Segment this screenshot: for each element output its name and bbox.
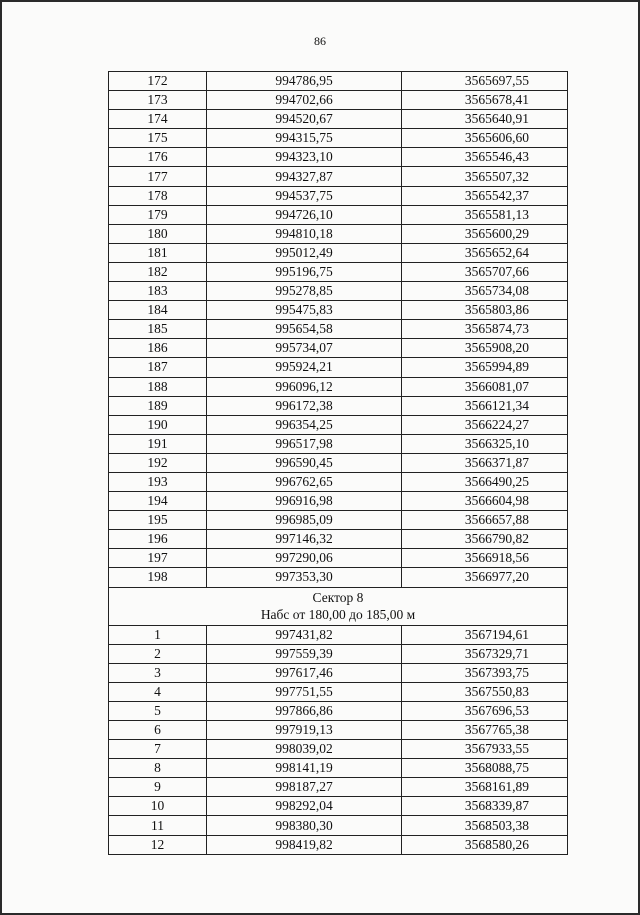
table-row <box>109 186 568 205</box>
table-row <box>109 262 568 281</box>
x-coordinate-cell: 997866,86 <box>207 701 402 720</box>
table-row <box>109 472 568 491</box>
y-coordinate-cell: 3566977,20 <box>402 568 568 587</box>
table-row <box>109 377 568 396</box>
y-coordinate-cell: 3565994,89 <box>402 358 568 377</box>
table-row <box>109 549 568 568</box>
x-coordinate-cell: 994726,10 <box>207 205 402 224</box>
y-coordinate-cell: 3565734,08 <box>402 282 568 301</box>
y-coordinate-cell: 3565803,86 <box>402 301 568 320</box>
x-coordinate-cell: 997919,13 <box>207 721 402 740</box>
point-number-cell: 197 <box>109 549 207 568</box>
point-number-cell: 198 <box>109 568 207 587</box>
section-header-cell <box>109 587 568 625</box>
x-coordinate-cell: 998187,27 <box>207 778 402 797</box>
table-row <box>109 701 568 720</box>
x-coordinate-cell: 995475,83 <box>207 301 402 320</box>
x-coordinate-cell: 994323,10 <box>207 148 402 167</box>
x-coordinate-cell: 998039,02 <box>207 740 402 759</box>
x-coordinate-cell: 997146,32 <box>207 530 402 549</box>
point-number-cell: 186 <box>109 339 207 358</box>
y-coordinate-cell: 3565507,32 <box>402 167 568 186</box>
x-coordinate-cell: 996172,38 <box>207 396 402 415</box>
table-row <box>109 511 568 530</box>
x-coordinate-cell: 995278,85 <box>207 282 402 301</box>
x-coordinate-cell: 997431,82 <box>207 625 402 644</box>
x-coordinate-cell: 994702,66 <box>207 91 402 110</box>
x-coordinate-cell: 997353,30 <box>207 568 402 587</box>
point-number-cell: 1 <box>109 625 207 644</box>
x-coordinate-cell: 994786,95 <box>207 72 402 91</box>
point-number-cell: 182 <box>109 262 207 281</box>
point-number-cell: 195 <box>109 511 207 530</box>
x-coordinate-cell: 997617,46 <box>207 663 402 682</box>
table-row <box>109 205 568 224</box>
table-row <box>109 148 568 167</box>
point-number-cell: 188 <box>109 377 207 396</box>
y-coordinate-cell: 3568339,87 <box>402 797 568 816</box>
table-row <box>109 91 568 110</box>
coordinates-table <box>108 71 568 855</box>
table-row <box>109 759 568 778</box>
table-body-points <box>109 72 568 588</box>
point-number-cell: 194 <box>109 492 207 511</box>
point-number-cell: 181 <box>109 243 207 262</box>
table-row <box>109 301 568 320</box>
section-subtitle: Набс от 180,00 до 185,00 м <box>260 606 416 622</box>
y-coordinate-cell: 3565640,91 <box>402 110 568 129</box>
x-coordinate-cell: 995734,07 <box>207 339 402 358</box>
x-coordinate-cell: 997290,06 <box>207 549 402 568</box>
x-coordinate-cell: 998380,30 <box>207 816 402 835</box>
table-row <box>109 530 568 549</box>
x-coordinate-cell: 996354,25 <box>207 415 402 434</box>
point-number-cell: 2 <box>109 644 207 663</box>
y-coordinate-cell: 3567393,75 <box>402 663 568 682</box>
table-row <box>109 224 568 243</box>
point-number-cell: 5 <box>109 701 207 720</box>
y-coordinate-cell: 3566490,25 <box>402 472 568 491</box>
table-row <box>109 625 568 644</box>
table-row <box>109 682 568 701</box>
y-coordinate-cell: 3567765,38 <box>402 721 568 740</box>
y-coordinate-cell: 3566371,87 <box>402 453 568 472</box>
y-coordinate-cell: 3566325,10 <box>402 434 568 453</box>
point-number-cell: 179 <box>109 205 207 224</box>
table-row <box>109 568 568 587</box>
x-coordinate-cell: 994520,67 <box>207 110 402 129</box>
y-coordinate-cell: 3567933,55 <box>402 740 568 759</box>
point-number-cell: 192 <box>109 453 207 472</box>
x-coordinate-cell: 994810,18 <box>207 224 402 243</box>
table-row <box>109 492 568 511</box>
table-row <box>109 110 568 129</box>
y-coordinate-cell: 3565908,20 <box>402 339 568 358</box>
x-coordinate-cell: 998292,04 <box>207 797 402 816</box>
x-coordinate-cell: 996762,65 <box>207 472 402 491</box>
point-number-cell: 8 <box>109 759 207 778</box>
point-number-cell: 172 <box>109 72 207 91</box>
point-number-cell: 7 <box>109 740 207 759</box>
point-number-cell: 6 <box>109 721 207 740</box>
x-coordinate-cell: 994537,75 <box>207 186 402 205</box>
x-coordinate-cell: 995924,21 <box>207 358 402 377</box>
y-coordinate-cell: 3568088,75 <box>402 759 568 778</box>
y-coordinate-cell: 3565678,41 <box>402 91 568 110</box>
section-header-row <box>109 587 568 625</box>
y-coordinate-cell: 3568503,38 <box>402 816 568 835</box>
x-coordinate-cell: 996517,98 <box>207 434 402 453</box>
point-number-cell: 187 <box>109 358 207 377</box>
x-coordinate-cell: 996916,98 <box>207 492 402 511</box>
x-coordinate-cell: 997751,55 <box>207 682 402 701</box>
y-coordinate-cell: 3568580,26 <box>402 835 568 854</box>
y-coordinate-cell: 3567194,61 <box>402 625 568 644</box>
table-row <box>109 816 568 835</box>
y-coordinate-cell: 3565707,66 <box>402 262 568 281</box>
y-coordinate-cell: 3566121,34 <box>402 396 568 415</box>
table-row <box>109 740 568 759</box>
point-number-cell: 176 <box>109 148 207 167</box>
table-body-sector-points <box>109 625 568 854</box>
y-coordinate-cell: 3565697,55 <box>402 72 568 91</box>
point-number-cell: 3 <box>109 663 207 682</box>
y-coordinate-cell: 3567329,71 <box>402 644 568 663</box>
section-title: Сектор 8 <box>312 589 364 605</box>
x-coordinate-cell: 995654,58 <box>207 320 402 339</box>
point-number-cell: 196 <box>109 530 207 549</box>
y-coordinate-cell: 3567550,83 <box>402 682 568 701</box>
table-row <box>109 320 568 339</box>
y-coordinate-cell: 3565546,43 <box>402 148 568 167</box>
table-row <box>109 339 568 358</box>
x-coordinate-cell: 996985,09 <box>207 511 402 530</box>
point-number-cell: 11 <box>109 816 207 835</box>
point-number-cell: 183 <box>109 282 207 301</box>
page-number: 86 <box>314 34 326 48</box>
section-header-body <box>109 587 568 625</box>
table-row <box>109 797 568 816</box>
x-coordinate-cell: 996590,45 <box>207 453 402 472</box>
x-coordinate-cell: 998419,82 <box>207 835 402 854</box>
table-row <box>109 644 568 663</box>
point-number-cell: 10 <box>109 797 207 816</box>
y-coordinate-cell: 3566918,56 <box>402 549 568 568</box>
x-coordinate-cell: 995196,75 <box>207 262 402 281</box>
x-coordinate-cell: 995012,49 <box>207 243 402 262</box>
table-row <box>109 721 568 740</box>
point-number-cell: 173 <box>109 91 207 110</box>
x-coordinate-cell: 996096,12 <box>207 377 402 396</box>
table-row <box>109 835 568 854</box>
y-coordinate-cell: 3567696,53 <box>402 701 568 720</box>
y-coordinate-cell: 3565606,60 <box>402 129 568 148</box>
table-row <box>109 72 568 91</box>
x-coordinate-cell: 997559,39 <box>207 644 402 663</box>
table-row <box>109 243 568 262</box>
y-coordinate-cell: 3566081,07 <box>402 377 568 396</box>
point-number-cell: 185 <box>109 320 207 339</box>
table-row <box>109 396 568 415</box>
point-number-cell: 180 <box>109 224 207 243</box>
table-row <box>109 415 568 434</box>
point-number-cell: 191 <box>109 434 207 453</box>
y-coordinate-cell: 3565581,13 <box>402 205 568 224</box>
y-coordinate-cell: 3566604,98 <box>402 492 568 511</box>
x-coordinate-cell: 994315,75 <box>207 129 402 148</box>
y-coordinate-cell: 3568161,89 <box>402 778 568 797</box>
table-row <box>109 167 568 186</box>
y-coordinate-cell: 3566790,82 <box>402 530 568 549</box>
point-number-cell: 193 <box>109 472 207 491</box>
point-number-cell: 174 <box>109 110 207 129</box>
point-number-cell: 4 <box>109 682 207 701</box>
point-number-cell: 12 <box>109 835 207 854</box>
point-number-cell: 177 <box>109 167 207 186</box>
point-number-cell: 178 <box>109 186 207 205</box>
point-number-cell: 175 <box>109 129 207 148</box>
y-coordinate-cell: 3566224,27 <box>402 415 568 434</box>
point-number-cell: 190 <box>109 415 207 434</box>
table-row <box>109 434 568 453</box>
y-coordinate-cell: 3565542,37 <box>402 186 568 205</box>
table-row <box>109 778 568 797</box>
y-coordinate-cell: 3565652,64 <box>402 243 568 262</box>
point-number-cell: 9 <box>109 778 207 797</box>
table-row <box>109 129 568 148</box>
x-coordinate-cell: 998141,19 <box>207 759 402 778</box>
y-coordinate-cell: 3565600,29 <box>402 224 568 243</box>
point-number-cell: 189 <box>109 396 207 415</box>
table-row <box>109 453 568 472</box>
table-row <box>109 358 568 377</box>
table-row <box>109 282 568 301</box>
table-row <box>109 663 568 682</box>
y-coordinate-cell: 3565874,73 <box>402 320 568 339</box>
y-coordinate-cell: 3566657,88 <box>402 511 568 530</box>
point-number-cell: 184 <box>109 301 207 320</box>
x-coordinate-cell: 994327,87 <box>207 167 402 186</box>
